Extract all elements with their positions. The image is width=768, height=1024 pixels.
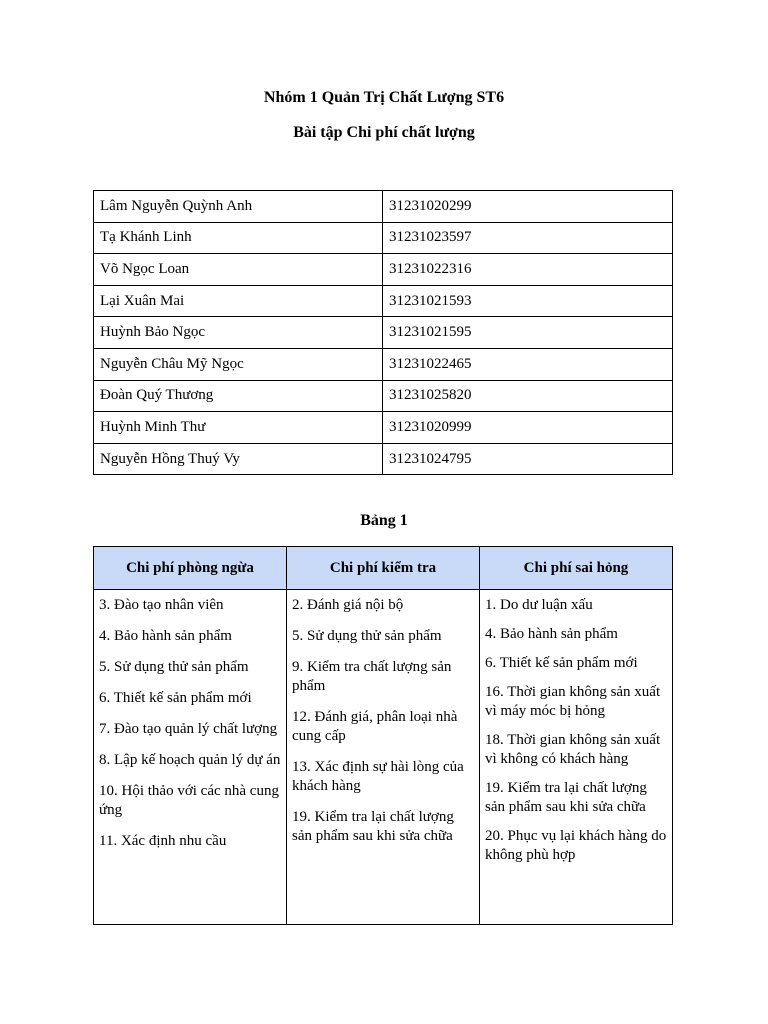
member-id: 31231022465 bbox=[383, 348, 673, 380]
list-item: 5. Sử dụng thử sản phẩm bbox=[292, 628, 442, 644]
table-row bbox=[94, 254, 673, 286]
member-id: 31231021595 bbox=[383, 317, 673, 349]
quality-cost-table bbox=[93, 546, 673, 925]
member-name: Huỳnh Minh Thư bbox=[94, 412, 383, 444]
list-item: 3. Đào tạo nhân viên bbox=[99, 597, 224, 613]
list-item: 10. Hội thảo với các nhà cung ứng bbox=[99, 783, 279, 818]
list-item: 19. Kiểm tra lại chất lượng sản phẩm sau khi sửa chữa bbox=[292, 809, 454, 844]
prevention-cell bbox=[94, 590, 287, 925]
list-item: 1. Do dư luận xấu bbox=[485, 597, 593, 613]
member-id: 31231020999 bbox=[383, 412, 673, 444]
table-row bbox=[94, 348, 673, 380]
table-row bbox=[94, 317, 673, 349]
list-item: 12. Đánh giá, phân loại nhà cung cấp bbox=[292, 709, 458, 744]
list-item: 5. Sử dụng thử sản phẩm bbox=[99, 659, 249, 675]
table-header-row bbox=[94, 547, 673, 590]
list-item: 2. Đánh giá nội bộ bbox=[292, 597, 404, 613]
list-item: 13. Xác định sự hài lòng của khách hàng bbox=[292, 759, 464, 794]
member-name: Tạ Khánh Linh bbox=[94, 222, 383, 254]
table-row bbox=[94, 412, 673, 444]
member-id: 31231025820 bbox=[383, 380, 673, 412]
member-name: Nguyễn Hồng Thuý Vy bbox=[94, 443, 383, 475]
member-id: 31231021593 bbox=[383, 285, 673, 317]
list-item: 8. Lập kế hoạch quản lý dự án bbox=[99, 752, 281, 768]
members-table bbox=[93, 190, 673, 475]
group-title: Nhóm 1 Quản Trị Chất Lượng ST6 bbox=[263, 89, 505, 106]
list-item: 7. Đào tạo quản lý chất lượng bbox=[99, 721, 278, 737]
list-item: 6. Thiết kế sản phẩm mới bbox=[485, 655, 638, 671]
member-id: 31231023597 bbox=[383, 222, 673, 254]
member-name: Lại Xuân Mai bbox=[94, 285, 383, 317]
member-id: 31231022316 bbox=[383, 254, 673, 286]
header-appraisal: Chi phí kiểm tra bbox=[287, 547, 480, 590]
table-row bbox=[94, 590, 673, 925]
list-item: 16. Thời gian không sản xuất vì máy móc bị hỏng bbox=[485, 684, 661, 719]
list-item: 4. Bảo hành sản phẩm bbox=[99, 628, 232, 644]
member-id: 31231020299 bbox=[383, 191, 673, 223]
failure-cell bbox=[480, 590, 673, 925]
table-row bbox=[94, 222, 673, 254]
header-prevention: Chi phí phòng ngừa bbox=[94, 547, 287, 590]
list-item: 19. Kiểm tra lại chất lượng sản phẩm sau khi sửa chữa bbox=[485, 780, 647, 815]
list-item: 11. Xác định nhu cầu bbox=[99, 833, 227, 849]
list-item: 6. Thiết kế sản phẩm mới bbox=[99, 690, 252, 706]
member-id: 31231024795 bbox=[383, 443, 673, 475]
table-row bbox=[94, 443, 673, 475]
table-row bbox=[94, 191, 673, 223]
table1-caption: Bảng 1 bbox=[360, 512, 408, 529]
member-name: Lâm Nguyễn Quỳnh Anh bbox=[94, 191, 383, 223]
list-item: 4. Bảo hành sản phẩm bbox=[485, 626, 618, 642]
list-item: 18. Thời gian không sản xuất vì không có khách hàng bbox=[485, 732, 661, 767]
appraisal-cell bbox=[287, 590, 480, 925]
list-item: 20. Phục vụ lại khách hàng do không phù hợp bbox=[485, 828, 667, 863]
table-row bbox=[94, 285, 673, 317]
member-name: Nguyễn Châu Mỹ Ngọc bbox=[94, 348, 383, 380]
member-name: Đoàn Quý Thương bbox=[94, 380, 383, 412]
member-name: Võ Ngọc Loan bbox=[94, 254, 383, 286]
table-row bbox=[94, 380, 673, 412]
member-name: Huỳnh Bảo Ngọc bbox=[94, 317, 383, 349]
header-failure: Chi phí sai hỏng bbox=[480, 547, 673, 590]
assignment-title: Bài tập Chi phí chất lượng bbox=[293, 124, 475, 141]
list-item: 9. Kiểm tra chất lượng sản phẩm bbox=[292, 659, 452, 694]
